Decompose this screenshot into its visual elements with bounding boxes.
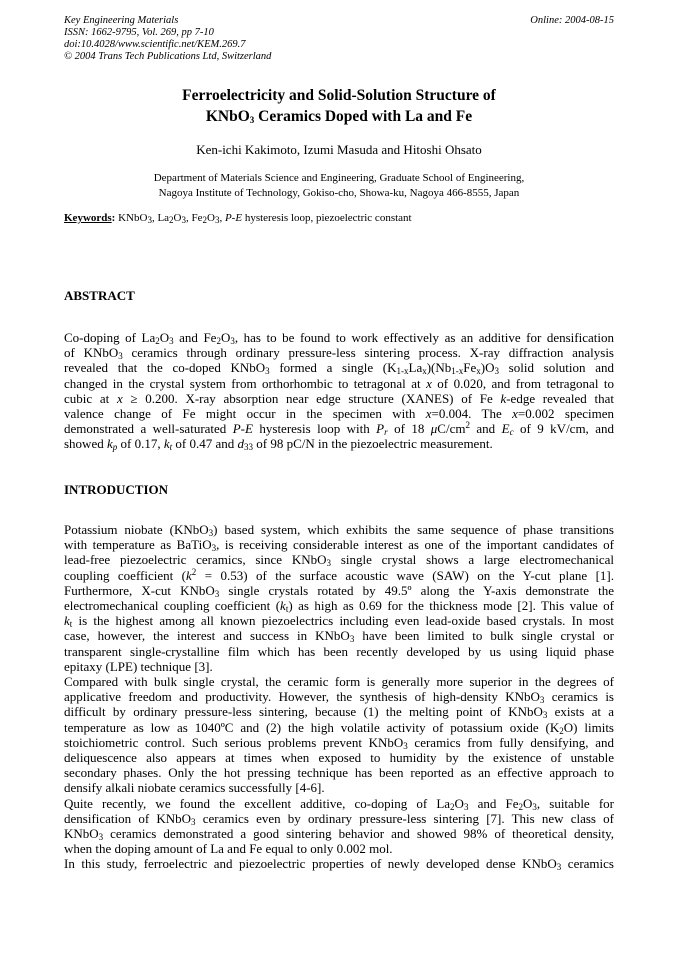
authors: Ken-ichi Kakimoto, Izumi Masuda and Hitoshi Ohsato bbox=[196, 142, 482, 157]
keywords-label: Keywords bbox=[64, 212, 112, 224]
keywords: Keywords: KNbO$_3$, $La_2O_3$, $Fe_2O_3$, P-E hysteresis loop, piezoelectric constant bbox=[64, 212, 412, 225]
introduction-text: Potassium niobate (KNbO$_3$) based system, which exhibits the same sequence of phase transitions with temperature as BaTiO$_3$, is receiving considerable interest as one of the important candidates of lead-free piezoelectric ceramics, since KNbO$_3$ single crystal shows a large electromechanical coupling coefficient $(k^2 = 0.53)$ of the surface acoustic wave (SAW) on the Y-cut plane [1]. Furthermore, X-cut KNbO$_3$ single crystals rotated by 49.5º along the Y-axis demonstrate the electromechanical coupling coefficient $(k_t)$ as high as 0.69 for the thickness mode [2]. This value of $k_t$ is the highest among all known piezoelectrics including even lead-oxide based crystals. In most case, however, the interest and success in KNbO$_3$ have been limited to bulk single crystal or transparent single-crystalline film which has been recently developed by us using liquid phase epitaxy (LPE) technique [3]. Compared with bulk single crystal, the ceramic form is generally more superior in the degrees of applicative freedom and productivity. However, the synthesis of high-density KNbO$_3$ ceramics is difficult by ordinary pressure-less sintering, because (1) the melting point of KNbO$_3$ exists at a temperature as low as 1040ºC and (2) the high volatile activity of potassium oxide $(K_2O)$ limits stoichiometric control. Such serious problems prevent KNbO$_3$ ceramics from fully densifying, and deliquescence also appears at times when exposed to humidity by the existence of unstable secondary phases. Only the hot pressing technique has been reported as an effective approach to densify alkali niobate ceramics successfully [4-6]. Quite recently, we found the excellent additive, co-doping of $La_2O_3$ and $Fe_2O_3$, suitable for densification of KNbO$_3$ ceramics even by ordinary pressure-less sintering [7]. This new class of KNbO$_3$ ceramics demonstrated a good sintering behavior and showed 98% of theoretical density, when the doping amount of La and Fe equal to only 0.002 mol. In this study, ferroelectric and piezoelectric properties of newly developed dense KNbO$_3$ ceramics bbox=[64, 522, 615, 873]
abstract-text: Co-doping of $La_2O_3$ and $Fe_2O_3$, has to be found to work effectively as an additive for densification of KNbO$_3$ ceramics through ordinary pressure-less sintering process. X-ray diffraction analysis revealed that the co-doped KNbO$_3$ formed a single $(K_{1-x}La_x)(Nb_{1-x}Fe_x)O_3$ solid solution and changed in the crystal system from orthorhombic to tetragonal at x of 0.020, and from tetragonal to cubic at x ≥ 0.200. X-ray absorption near edge structure (XANES) of Fe k-edge revealed that valence change of Fe might occur in the specimen with x=0.004. The x=0.002 specimen demonstrated a well-saturated P-E hysteresis loop with $P_r$ of 18 $\mu C/cm^2$ and $E_c$ of 9 kV/cm, and showed $k_p$ of 0.17, $k_t$ of 0.47 and $d_{33}$ of 98 pC/N in the piezoelectric measurement. bbox=[64, 330, 615, 453]
title-line-1: Ferroelectricity and Solid-Solution Structure of bbox=[182, 87, 496, 104]
affiliation: Department of Materials Science and Engineering, Graduate School of Engineering, Nagoya Institute of Technology, Gokiso-cho, Showa-ku, Nagoya 466-8555, Japan bbox=[153, 172, 525, 199]
abstract-heading: ABSTRACT bbox=[64, 288, 135, 303]
journal-issn: ISSN: 1662-9795, Vol. 269, pp 7-10 bbox=[64, 27, 214, 38]
journal-header bbox=[64, 15, 271, 63]
title-line-2: KNbO$_3$ Ceramics Doped with La and Fe bbox=[205, 108, 473, 125]
journal-doi: doi:10.4028/www.scientific.net/KEM.269.7 bbox=[64, 39, 246, 50]
journal-copyright: © 2004 Trans Tech Publications Ltd, Switzerland bbox=[64, 51, 272, 62]
online-date: Online: 2004-08-15 bbox=[530, 15, 614, 26]
paper-title bbox=[0, 85, 678, 127]
introduction-heading: INTRODUCTION bbox=[64, 482, 169, 497]
journal-name: Key Engineering Materials bbox=[64, 15, 179, 26]
